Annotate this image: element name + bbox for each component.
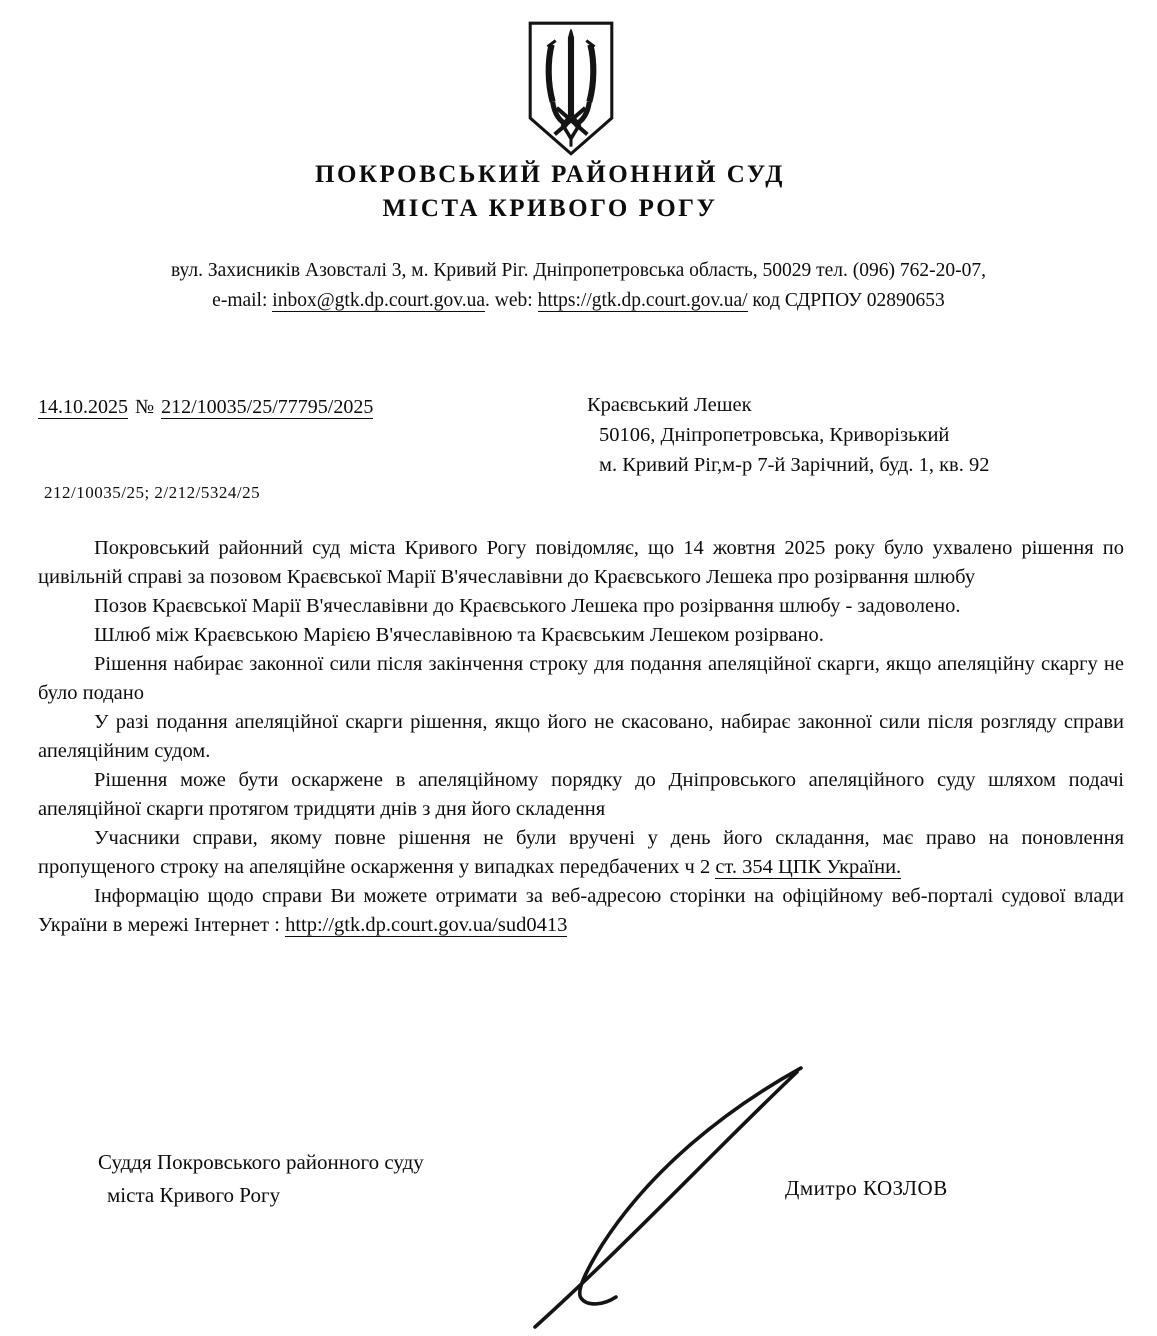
- recipient-block: [587, 390, 990, 480]
- paragraph-marriage-dissolved: Шлюб між Краєвською Марією В'ячеславівною та Краєвським Лешеком розірвано.: [94, 624, 824, 646]
- web-info-text: Інформацію щодо справи Ви можете отримати за веб-адресою сторінки на офіційному веб-порталі судової влади України в мережі Інтернет :: [38, 885, 1124, 936]
- court-contact-block: [0, 256, 1157, 316]
- case-numbers: 212/10035/25; 2/212/5324/25: [44, 483, 261, 502]
- reference-line: [38, 396, 373, 419]
- court-name-line2: МІСТА КРИВОГО РОГУ: [382, 195, 718, 222]
- paragraph-decision-notice: Покровський районний суд міста Кривого Рогу повідомляє, що 14 жовтня 2025 року було ухвалено рішення по цивільній справі за позовом Краєвської Марії В'ячеславівни до Краєвського Лешека про розірвання шлюбу: [38, 537, 1124, 588]
- court-address-line: вул. Захисників Азовсталі 3, м. Кривий Ріг. Дніпропетровська область, 50029 тел. (096) 762-20-07,: [170, 260, 987, 281]
- number-sign: №: [135, 396, 155, 418]
- letter-body: [38, 534, 1124, 940]
- edrpou-code: код СДРПОУ 02890653: [747, 290, 945, 311]
- paragraph-appeal-filed: У разі подання апеляційної скарги рішення, якщо його не скасовано, набирає законної сили після розгляду справи апеляційним судом.: [38, 711, 1124, 762]
- court-email-link: inbox@gtk.dp.court.gov.ua: [272, 290, 486, 311]
- ukraine-trident-emblem: [520, 20, 622, 158]
- court-portal-link: http://gtk.dp.court.gov.ua/sud0413: [285, 914, 568, 936]
- court-website-link: https://gtk.dp.court.gov.ua/: [537, 290, 748, 311]
- judge-title-line2: міста Кривого Рогу: [107, 1183, 281, 1207]
- paragraph-legal-force: Рішення набирає законної сили після закінчення строку для подання апеляційної скарги, якщо апеляційну скаргу не було подано: [38, 653, 1124, 704]
- email-label: e-mail:: [212, 290, 273, 311]
- court-name-line1: ПОКРОВСЬКИЙ РАЙОННИЙ СУД: [315, 161, 785, 188]
- term-renewal-text: Учасники справи, якому повне рішення не були вручені у день його складання, має право на поновлення пропущеного строку на апеляційне оскарження у випадках передбачених ч 2: [38, 827, 1124, 878]
- outgoing-number: 212/10035/25/77795/2025: [161, 396, 374, 418]
- recipient-name: Краєвський Лешек: [587, 394, 752, 416]
- judge-title-line1: Суддя Покровського районного суду: [98, 1150, 424, 1174]
- recipient-address-line2: м. Кривий Ріг,м-р 7-й Зарічний, буд. 1, кв. 92: [599, 454, 990, 476]
- court-contact-line: [0, 286, 1157, 316]
- paragraph-term-renewal: [38, 824, 1124, 882]
- web-label: . web:: [485, 290, 538, 311]
- paragraph-appeal-procedure: Рішення може бути оскаржене в апеляційному порядку до Дніпровського апеляційного суду шляхом подачі апеляційної скарги протягом тридцяти днів з дня його складення: [38, 769, 1124, 820]
- recipient-address-line1: 50106, Дніпропетровська, Криворізький: [599, 424, 950, 446]
- court-name: [0, 158, 1100, 226]
- judge-name: Дмитро КОЗЛОВ: [785, 1176, 948, 1200]
- paragraph-claim-granted: Позов Краєвської Марії В'ячеславівни до Краєвського Лешека про розірвання шлюбу - задоволено.: [94, 595, 961, 617]
- letter-date: 14.10.2025: [38, 396, 128, 418]
- judge-title-block: [98, 1146, 424, 1212]
- paragraph-web-info: [38, 882, 1124, 940]
- law-reference: ст. 354 ЦПК України.: [715, 856, 902, 878]
